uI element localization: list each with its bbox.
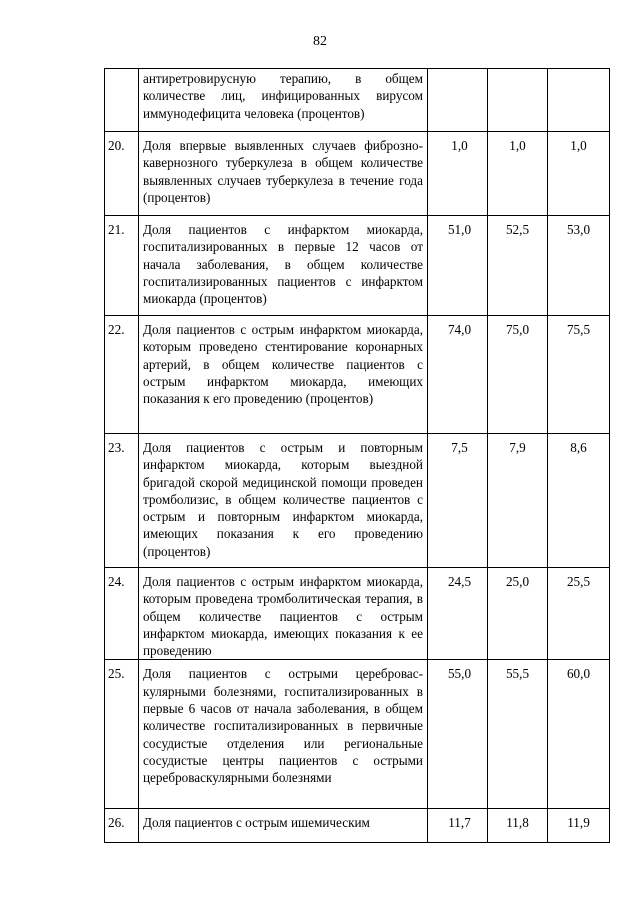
row-number: 24. <box>105 568 139 660</box>
table-row <box>105 316 610 434</box>
indicator-value: 75,5 <box>548 316 610 434</box>
indicator-description: Доля пациентов с острым и повторным инфарктом миокарда, которым выездной бригадой скорой медицинской помощи проведен тромболизис, в общем количестве пациентов с острым и повторным инфарктом миокарда, имеющих показания к его проведению (процентов) <box>139 434 428 568</box>
indicator-value <box>488 69 548 132</box>
row-number: 21. <box>105 216 139 316</box>
indicator-description: Доля пациентов с острым инфарктом миокарда, которым проведено стентирование коронарных артерий, в общем количестве пациентов с острым инфарктом миокарда, имеющих показания к его проведению (процентов) <box>139 316 428 434</box>
indicator-value: 25,5 <box>548 568 610 660</box>
indicator-value: 1,0 <box>548 132 610 216</box>
indicator-value: 24,5 <box>428 568 488 660</box>
table-row <box>105 132 610 216</box>
indicator-description: Доля впервые выявленных случаев фиброзно-кавернозного туберкулеза в общем количестве выявленных случаев туберкулеза в течение года (процентов) <box>139 132 428 216</box>
indicator-value: 11,7 <box>428 809 488 843</box>
indicator-value: 75,0 <box>488 316 548 434</box>
indicator-value: 25,0 <box>488 568 548 660</box>
table-row <box>105 216 610 316</box>
table-row <box>105 69 610 132</box>
row-number: 23. <box>105 434 139 568</box>
row-number: 20. <box>105 132 139 216</box>
indicator-description: антиретровирусную терапию, в общем количестве лиц, инфицированных вирусом иммунодефицита человека (процентов) <box>139 69 428 132</box>
indicator-description: Доля пациентов с острым инфарктом миокарда, которым проведена тромболитическая терапия, в общем количестве пациентов с острым инфарктом миокарда, имеющих показания к ее проведению <box>139 568 428 660</box>
indicator-value: 7,9 <box>488 434 548 568</box>
indicator-value <box>548 69 610 132</box>
indicator-description: Доля пациентов с острыми цереброваскулярными болезнями, госпитализированных в первые 6 часов от начала заболевания, в общем количестве госпитализированных в первичные сосудистые отделения или региональные сосудистые центры пациентов с острыми цереброваскулярными болезнями <box>139 660 428 809</box>
indicator-description: Доля пациентов с инфарктом миокарда, госпитализированных в первые 12 часов от начала заболевания, в общем количестве госпитализированных пациентов с инфарктом миокарда (процентов) <box>139 216 428 316</box>
indicator-value: 52,5 <box>488 216 548 316</box>
indicator-description: Доля пациентов с острым ишемическим <box>139 809 428 843</box>
indicator-value: 11,8 <box>488 809 548 843</box>
row-number: 25. <box>105 660 139 809</box>
indicator-value: 51,0 <box>428 216 488 316</box>
table-row <box>105 568 610 660</box>
row-number: 22. <box>105 316 139 434</box>
table-row <box>105 660 610 809</box>
indicator-value: 55,5 <box>488 660 548 809</box>
indicator-value: 7,5 <box>428 434 488 568</box>
indicator-value <box>428 69 488 132</box>
table-row <box>105 434 610 568</box>
row-number: 26. <box>105 809 139 843</box>
row-number <box>105 69 139 132</box>
indicator-value: 1,0 <box>488 132 548 216</box>
indicator-value: 74,0 <box>428 316 488 434</box>
indicator-value: 11,9 <box>548 809 610 843</box>
indicators-table <box>104 68 610 843</box>
indicator-value: 53,0 <box>548 216 610 316</box>
table-row <box>105 809 610 843</box>
indicator-value: 55,0 <box>428 660 488 809</box>
indicator-value: 1,0 <box>428 132 488 216</box>
page-number: 82 <box>313 34 327 49</box>
indicator-value: 60,0 <box>548 660 610 809</box>
indicator-value: 8,6 <box>548 434 610 568</box>
